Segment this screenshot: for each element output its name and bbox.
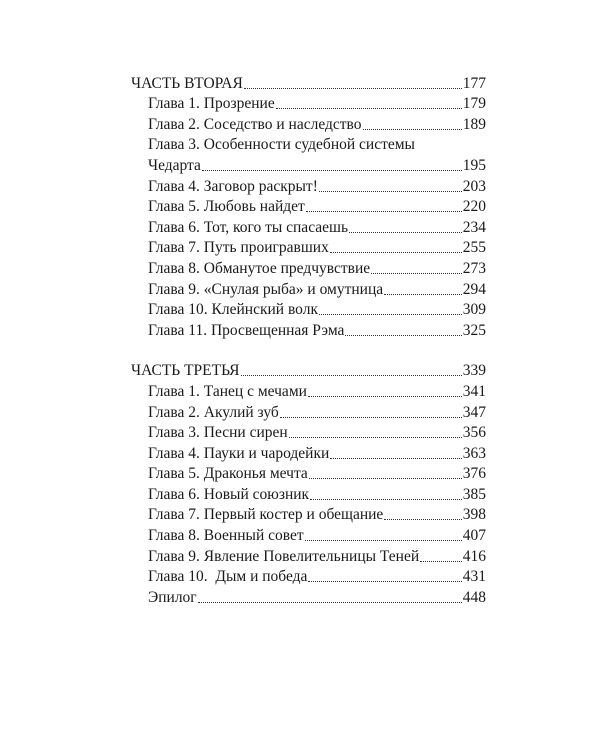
- toc-page-number: 385: [462, 485, 486, 503]
- dot-leader: [306, 211, 462, 212]
- toc-entry-title: Глава 11. Просвещенная Рэма: [148, 321, 345, 339]
- toc-page-number: 220: [462, 198, 486, 216]
- toc-entry-title: Глава 9. «Снулая рыба» и омутница: [148, 280, 384, 298]
- toc-page-number: 189: [462, 115, 486, 133]
- toc-page-number: 376: [462, 465, 486, 483]
- toc-page-number: 309: [462, 301, 486, 319]
- dot-leader: [280, 417, 462, 418]
- table-of-contents: [131, 72, 486, 607]
- toc-entry: [131, 257, 486, 278]
- toc-entry: [131, 442, 486, 463]
- dot-leader: [308, 581, 461, 582]
- toc-page-number: 177: [462, 74, 486, 92]
- toc-entry: [131, 216, 486, 237]
- toc-page-number: 339: [462, 362, 486, 380]
- toc-entry: [131, 299, 486, 320]
- dot-leader: [349, 232, 462, 233]
- toc-page-number: 195: [462, 156, 486, 174]
- toc-entry-title: Глава 3. Песни сирен: [148, 424, 288, 442]
- toc-page-number: 398: [462, 506, 486, 524]
- dot-leader: [198, 602, 462, 603]
- toc-entry: [131, 196, 486, 217]
- toc-entry-title: Глава 8. Обманутое предчувствие: [148, 259, 371, 277]
- toc-page-number: 448: [462, 588, 486, 606]
- toc-entry: [131, 401, 486, 422]
- toc-entry-title: Глава 2. Соседство и наследство: [148, 115, 362, 133]
- toc-entry: [131, 278, 486, 299]
- toc-entry: [131, 586, 486, 607]
- dot-leader: [244, 88, 462, 89]
- dot-leader: [371, 273, 462, 274]
- toc-entry-title: Глава 7. Первый костер и обещание: [148, 506, 384, 524]
- toc-entry: [131, 380, 486, 401]
- toc-entry: [131, 93, 486, 114]
- toc-page-number: 431: [462, 568, 486, 586]
- toc-entry-title: Глава 10. Клейнский волк: [148, 301, 318, 319]
- toc-page-number: 203: [462, 177, 486, 195]
- toc-page-number: 179: [462, 95, 486, 113]
- dot-leader: [309, 478, 462, 479]
- dot-leader: [305, 540, 462, 541]
- toc-page-number: 356: [462, 424, 486, 442]
- dot-leader: [241, 375, 462, 376]
- dot-leader: [384, 294, 462, 295]
- toc-entry-title: Глава 3. Особенности судебной системы: [148, 136, 415, 154]
- toc-entry: [131, 422, 486, 443]
- dot-leader: [330, 252, 462, 253]
- toc-entry: [131, 113, 486, 134]
- toc-part-heading: [131, 360, 486, 381]
- toc-entry-continuation: [131, 154, 486, 175]
- dot-leader: [420, 561, 462, 562]
- dot-leader: [202, 170, 462, 171]
- toc-entry: [131, 237, 486, 258]
- toc-entry-title: Глава 5. Любовь найдет: [148, 198, 305, 216]
- dot-leader: [319, 191, 462, 192]
- toc-entry: [131, 504, 486, 525]
- toc-entry: [131, 134, 486, 155]
- toc-entry-title: Глава 6. Новый союзник: [148, 485, 310, 503]
- toc-section-part-three: [131, 360, 486, 607]
- toc-page-number: 273: [462, 259, 486, 277]
- toc-section-part-two: [131, 72, 486, 340]
- toc-entry-title: Глава 10. Дым и победа: [148, 568, 308, 586]
- dot-leader: [363, 129, 462, 130]
- dot-leader: [289, 437, 462, 438]
- toc-page-number: 407: [462, 527, 486, 545]
- toc-entry-title: Глава 2. Акулий зуб: [148, 403, 279, 421]
- dot-leader: [345, 335, 461, 336]
- dot-leader: [384, 519, 461, 520]
- dot-leader: [319, 314, 462, 315]
- toc-entry-title: Глава 5. Драконья мечта: [148, 465, 308, 483]
- toc-entry-title: Глава 1. Прозрение: [148, 95, 275, 113]
- toc-page-number: 363: [462, 444, 486, 462]
- toc-page-number: 416: [462, 547, 486, 565]
- toc-entry-title: Глава 4. Заговор раскрыт!: [148, 177, 318, 195]
- toc-entry-title: Глава 4. Пауки и чародейки: [148, 444, 330, 462]
- dot-leader: [330, 458, 461, 459]
- toc-part-heading: [131, 72, 486, 93]
- toc-entry-title: Эпилог: [148, 588, 197, 606]
- toc-page-number: 255: [462, 239, 486, 257]
- dot-leader: [310, 499, 462, 500]
- toc-entry-title: Чедарта: [148, 156, 201, 174]
- toc-entry-title: Глава 6. Тот, кого ты спасаешь: [148, 218, 349, 236]
- toc-part-title: ЧАСТЬ ТРЕТЬЯ: [131, 362, 240, 380]
- toc-page-number: 325: [462, 321, 486, 339]
- toc-entry-title: Глава 7. Путь проигравших: [148, 239, 329, 257]
- toc-entry-title: Глава 1. Танец с мечами: [148, 382, 307, 400]
- toc-part-title: ЧАСТЬ ВТОРАЯ: [131, 74, 243, 92]
- toc-page-number: 341: [462, 382, 486, 400]
- toc-page-number: 294: [462, 280, 486, 298]
- toc-entry: [131, 566, 486, 587]
- toc-page-number: 347: [462, 403, 486, 421]
- dot-leader: [308, 396, 462, 397]
- toc-entry: [131, 483, 486, 504]
- toc-entry: [131, 545, 486, 566]
- toc-entry: [131, 175, 486, 196]
- toc-page-number: 234: [462, 218, 486, 236]
- dot-leader: [276, 108, 462, 109]
- toc-entry-title: Глава 8. Военный совет: [148, 527, 304, 545]
- toc-entry: [131, 463, 486, 484]
- toc-entry: [131, 524, 486, 545]
- toc-entry: [131, 319, 486, 340]
- toc-entry-title: Глава 9. Явление Повелительницы Теней: [148, 547, 420, 565]
